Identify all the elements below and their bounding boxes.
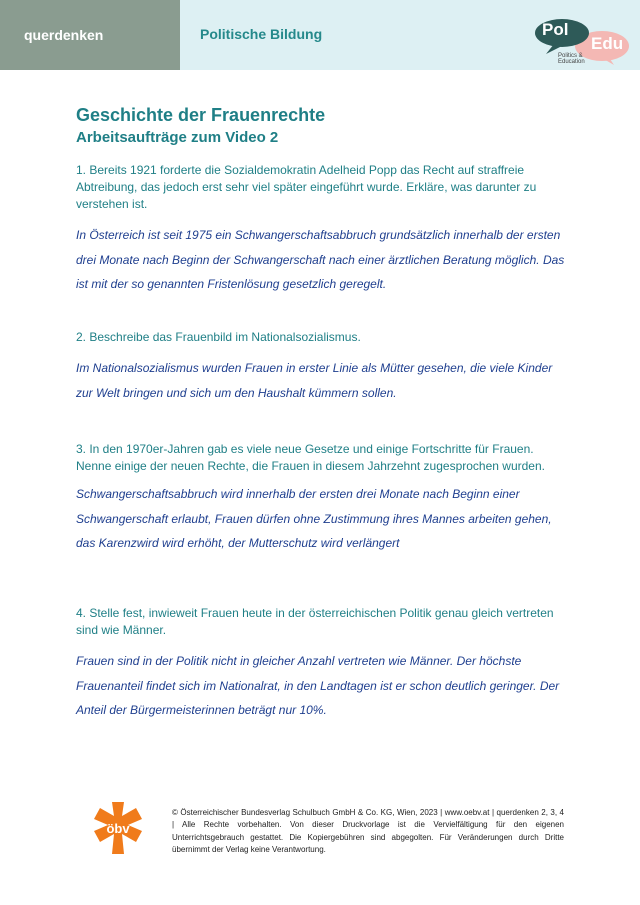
section-title: Politische Bildung: [200, 26, 323, 42]
title-block: [76, 104, 566, 148]
header-brand-bar: [0, 0, 180, 70]
task-2-answer: Im Nationalsozialismus wurden Frauen in erster Linie als Mütter gesehen, die viele Kinder zur Welt bringen und sich um den Haushalt kümmern sollen.: [76, 361, 553, 400]
header-section-bar: [180, 0, 640, 70]
logo-edu: Edu: [591, 34, 624, 53]
oebv-logo-graphic: [92, 800, 144, 856]
task-2-question: 2. Beschreibe das Frauenbild im Nationalsozialismus.: [76, 330, 361, 344]
logo-subtitle-line2: Education: [558, 59, 585, 65]
page-subtitle: Arbeitsaufträge zum Video 2: [76, 129, 279, 146]
page-title: Geschichte der Frauenrechte: [76, 105, 326, 125]
brand-name: querdenken: [24, 27, 104, 43]
task-4-question: 4. Stelle fest, inwieweit Frauen heute in der österreichischen Politik genau gleich vertreten sind wie Männer.: [76, 606, 554, 637]
logo-pol: Pol: [542, 20, 569, 39]
logo-subtitle-line1: Politics &: [558, 53, 583, 59]
oebv-logo-text: öbv: [106, 821, 130, 836]
task-1-question: 1. Bereits 1921 forderte die Sozialdemokratin Adelheid Popp das Recht auf straffreie Abtreibung, das jedoch erst sehr viel später eingeführt wurde. Erkläre, was darunter zu verstehen ist.: [76, 163, 537, 211]
task-1-answer: In Österreich ist seit 1975 ein Schwangerschaftsabbruch grundsätzlich innerhalb der ersten drei Monate nach Beginn der Schwangerschaft nach einer ärztlichen Beratung möglich. Das ist mit der so genannten Fristenlösung gesetzlich geregelt.: [76, 228, 565, 291]
logo-subtitle: [558, 53, 585, 65]
copyright-notice: © Österreichischer Bundesverlag Schulbuch GmbH & Co. KG, Wien, 2023 | www.oebv.at | querdenken 2, 3, 4 | Alle Rechte vorbehalten. Von dieser Druckvorlage ist die Vervielfältigung für den eigenen Unterrichtsgebrauch gestattet. Die Kopiergebühren sind abgegolten. Für Veränderungen durch Dritte übernimmt der Verlag keine Verantwortung.: [172, 808, 564, 854]
pol-edu-logo: [532, 18, 632, 68]
task-3-answer: Schwangerschaftsabbruch wird innerhalb der ersten drei Monate nach Beginn einer Schwangerschaft erlaubt, Frauen dürfen ohne Zustimmung ihres Mannes arbeiten gehen, das Karenzwird wird erhöht, der Mutterschutz wird verlängert: [76, 487, 552, 550]
oebv-logo: [92, 800, 144, 856]
task-3-question: 3. In den 1970er-Jahren gab es viele neue Gesetze und einige Fortschritte für Frauen. Nenne einige der neuen Rechte, die Frauen in diesem Jahrzehnt zugesprochen wurden.: [76, 442, 545, 473]
task-4-answer: Frauen sind in der Politik nicht in gleicher Anzahl vertreten wie Männer. Der höchste Frauenanteil findet sich im Nationalrat, in den Landtagen ist er schon deutlich geringer. Der Anteil der Bürgermeisterinnen beträgt nur 10%.: [76, 654, 560, 717]
